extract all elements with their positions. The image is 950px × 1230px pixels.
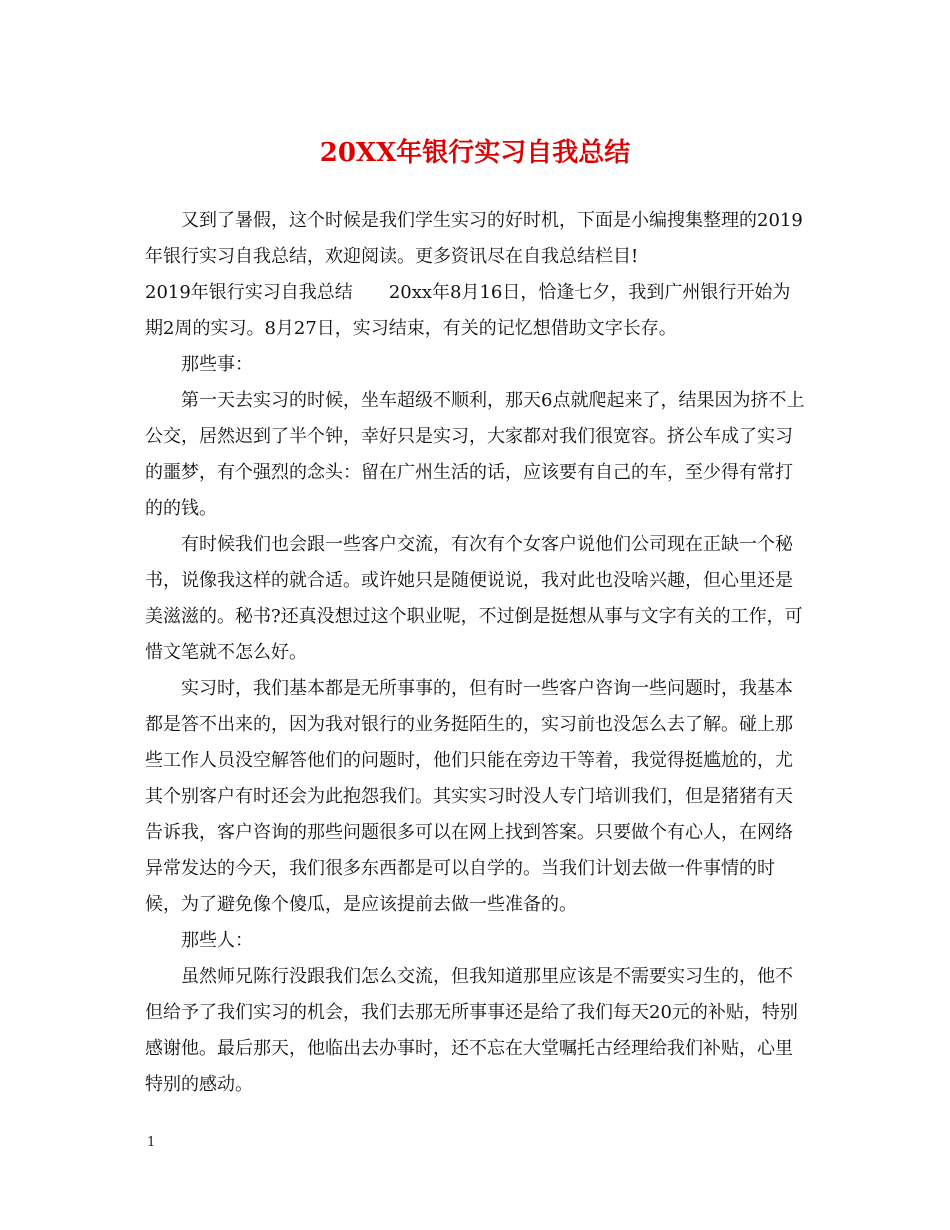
section-intro-text: 20xx年8月16日，恰逢七夕，我到广州银行开始为期2周的实习。8月27日，实习结束，有关的记忆想借助文字长存。 (145, 282, 791, 339)
paragraph-mentor: 虽然师兄陈行没跟我们怎么交流，但我知道那里应该是不需要实习生的，他不但给予了我们实习的机会，我们去那无所事事还是给了我们每天20元的补贴，特别感谢他。最后那天，他临出去办事时，还不忘在大堂嘱托古经理给我们补贴，心里特别的感动。 (145, 966, 798, 1095)
document-title: 20XX年银行实习自我总结 (319, 138, 631, 168)
document-body (145, 203, 805, 1103)
section-heading: 2019年银行实习自我总结 (145, 282, 353, 303)
paragraph-internship: 实习时，我们基本都是无所事事的，但有时一些客户咨询一些问题时，我基本都是答不出来的，因为我对银行的业务挺陌生的，实习前也没怎么去了解。碰上那些工作人员没空解答他们的问题时，他们只能在旁边干等着，我觉得挺尴尬的，尤其个别客户有时还会为此抱怨我们。其实实习时没人专门培训我们，但是猪猪有天告诉我，客户咨询的那些问题很多可以在网上找到答案。只要做个有心人，在网络异常发达的今天，我们很多东西都是可以自学的。当我们计划去做一件事情的时候，为了避免像个傻瓜，是应该提前去做一些准备的。 (145, 678, 793, 915)
paragraph-customer: 有时候我们也会跟一些客户交流，有次有个女客户说他们公司现在正缺一个秘书，说像我这样的就合适。或许她只是随便说说，我对此也没啥兴趣，但心里还是美滋滋的。秘书?还真没想过这个职业呢，不过倒是挺想从事与文字有关的工作，可惜文笔就不怎么好。 (145, 534, 803, 663)
paragraph-commute: 第一天去实习的时候，坐车超级不顺利，那天6点就爬起来了，结果因为挤不上公交，居然迟到了半个钟，幸好只是实习，大家都对我们很宽容。挤公车成了实习的噩梦，有个强烈的念头：留在广州生活的话，应该要有自己的车，至少得有常打的的钱。 (145, 390, 805, 519)
page-number: 1 (147, 1135, 156, 1150)
section-intro-paragraph (145, 275, 805, 347)
heading-things: 那些事： (181, 354, 253, 375)
heading-people: 那些人： (181, 930, 253, 951)
intro-paragraph: 又到了暑假，这个时候是我们学生实习的好时机，下面是小编搜集整理的2019年银行实习自我总结，欢迎阅读。更多资讯尽在自我总结栏目! (145, 210, 803, 267)
